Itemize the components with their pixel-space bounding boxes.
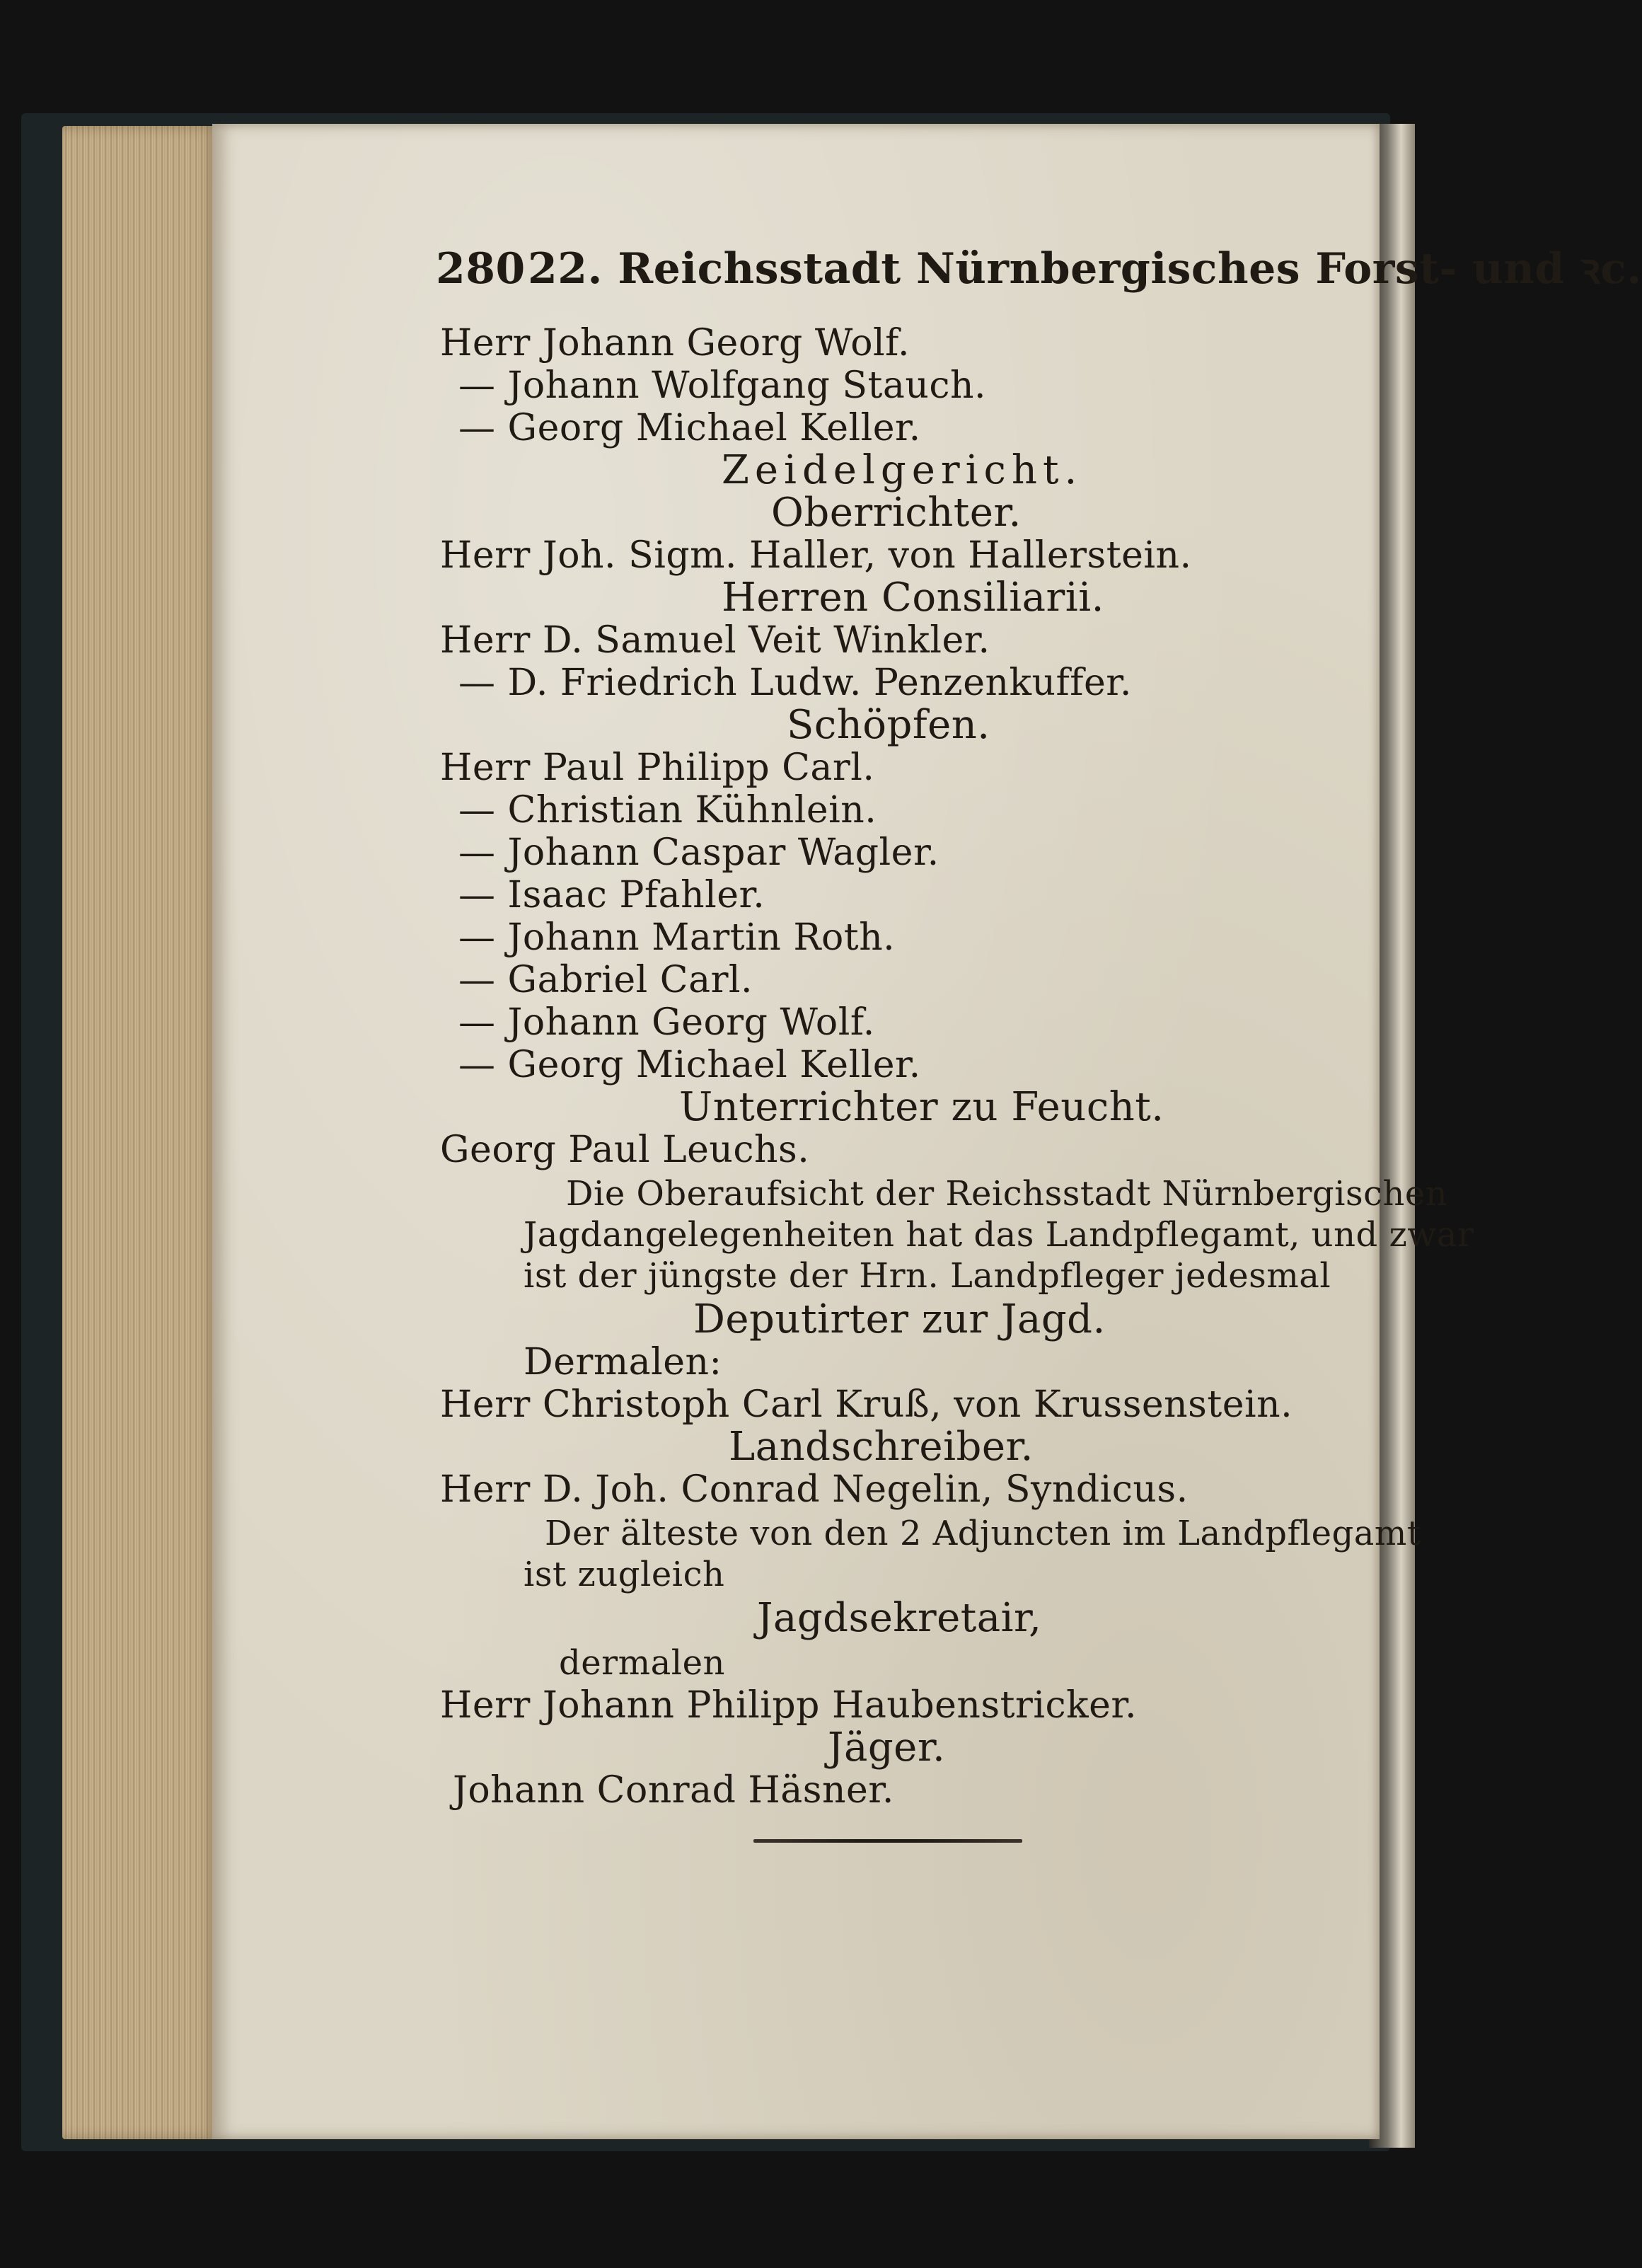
text-line: Dermalen: — [524, 1341, 722, 1383]
text-line: — Johann Martin Roth. — [458, 916, 896, 959]
text-line: — Georg Michael Keller. — [458, 407, 921, 449]
section-heading: Jäger. — [828, 1725, 946, 1771]
text-line: Herr Joh. Sigm. Haller, von Hallerstein. — [440, 534, 1192, 577]
text-line: Herr D. Samuel Veit Winkler. — [440, 619, 990, 662]
section-heading: Jagdsekretair, — [757, 1595, 1042, 1641]
text-line: Herr Paul Philipp Carl. — [440, 747, 875, 789]
text-line: ist der jüngste der Hrn. Landpfleger jedesmal — [524, 1256, 1331, 1296]
page-text — [212, 124, 1642, 2139]
text-line: — Gabriel Carl. — [458, 959, 753, 1001]
running-head: 22. Reichsstadt Nürnbergisches Forst- und ꝛc. — [528, 244, 1642, 294]
section-heading: Schöpfen. — [787, 702, 990, 748]
section-heading: Landschreiber. — [729, 1424, 1034, 1470]
closing-rule — [753, 1839, 1022, 1843]
section-heading: Herren Consiliarii. — [722, 575, 1104, 621]
text-line: Herr D. Joh. Conrad Negelin, Syndicus. — [440, 1468, 1189, 1511]
text-line: Jagdangelegenheiten hat das Landpflegamt, und zwar — [524, 1215, 1474, 1255]
text-line: Johann Conrad Häsner. — [453, 1769, 894, 1812]
text-line: — D. Friedrich Ludw. Penzenkuffer. — [458, 662, 1132, 704]
section-heading: Unterrichter zu Feucht. — [679, 1084, 1164, 1130]
text-line: dermalen — [559, 1643, 725, 1683]
text-line: Herr Johann Georg Wolf. — [440, 322, 910, 364]
text-line: — Isaac Pfahler. — [458, 874, 765, 916]
section-heading: Deputirter zur Jagd. — [693, 1296, 1106, 1342]
text-line: — Georg Michael Keller. — [458, 1044, 921, 1086]
text-line: — Johann Wolfgang Stauch. — [458, 364, 987, 407]
page-edges — [62, 126, 218, 2139]
text-line: ist zugleich — [524, 1555, 725, 1594]
text-line: Der älteste von den 2 Adjuncten im Landpflegamt — [545, 1514, 1421, 1553]
section-heading: Oberrichter. — [771, 490, 1022, 536]
text-line: Die Oberaufsicht der Reichsstadt Nürnbergischen — [566, 1174, 1448, 1214]
text-line: Herr Johann Philipp Haubenstricker. — [440, 1684, 1138, 1727]
text-line: — Johann Caspar Wagler. — [458, 831, 939, 874]
text-line: — Christian Kühnlein. — [458, 789, 877, 831]
section-heading: Zeidelgericht. — [722, 447, 1083, 493]
text-line: Georg Paul Leuchs. — [440, 1129, 810, 1171]
text-line: Herr Christoph Carl Kruß, von Krussenstein. — [440, 1383, 1293, 1426]
book-page — [212, 124, 1642, 2139]
text-line: — Johann Georg Wolf. — [458, 1001, 875, 1044]
page-number: 280 — [436, 244, 526, 294]
